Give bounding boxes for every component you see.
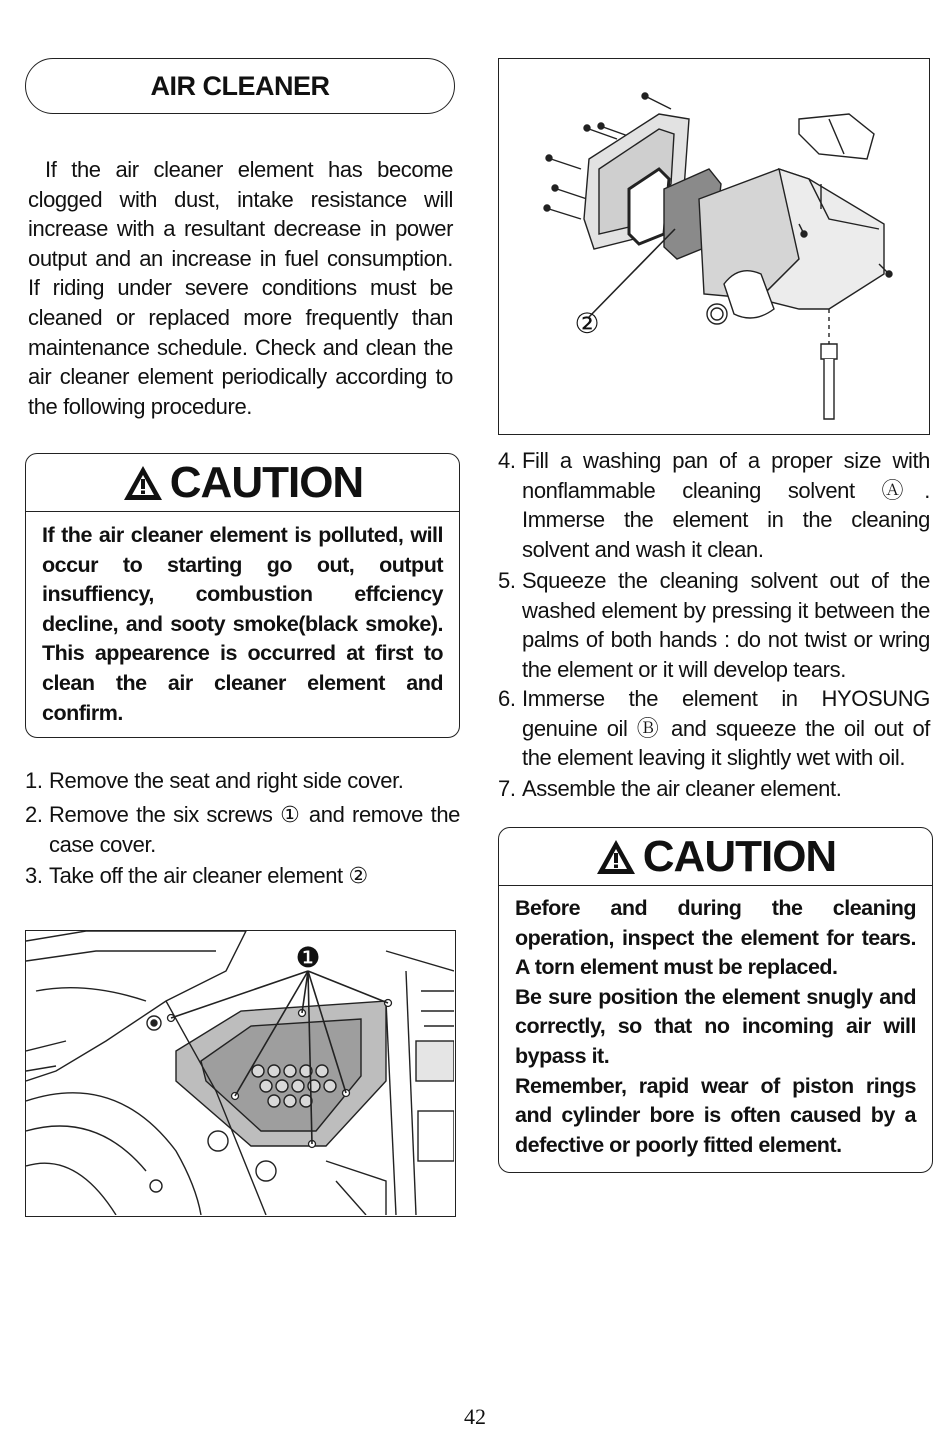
step-5	[498, 566, 930, 684]
step-number: 1.	[25, 768, 43, 793]
section-title: AIR CLEANER	[25, 58, 455, 114]
caution-header-1	[26, 454, 459, 512]
caution-text-2	[499, 886, 932, 1160]
step-number: 2.	[25, 802, 43, 827]
motorcycle-side-figure	[25, 930, 456, 1217]
step-number: 5.	[498, 568, 516, 593]
step-2	[25, 800, 460, 859]
step-text: Take off the air cleaner element ②	[49, 863, 368, 888]
step-text: Remove the seat and right side cover.	[49, 768, 404, 793]
caution-paragraph: Be sure position the element snugly and correctly, so that no incoming air will bypass it.	[515, 984, 916, 1068]
step-number: 6.	[498, 686, 516, 711]
figure-callout-2: ②	[574, 307, 600, 340]
step-text: Remove the six screws ① and remove the case cover.	[49, 802, 460, 857]
step-3	[25, 861, 460, 891]
caution-box-1	[25, 453, 460, 738]
air-cleaner-exploded-illustration	[499, 59, 928, 433]
step-number: 4.	[498, 448, 516, 473]
warning-triangle-icon	[595, 838, 637, 876]
step-number: 7.	[498, 776, 516, 801]
figure-callout-1: ❶	[295, 941, 321, 974]
step-number: 3.	[25, 863, 43, 888]
caution-paragraph: Remember, rapid wear of piston rings and cylinder bore is often caused by a defective or poorly fitted element.	[515, 1073, 916, 1157]
step-4	[498, 446, 930, 564]
page-number: 42	[464, 1404, 486, 1429]
caution-paragraph: Before and during the cleaning operation, inspect the element for tears. A torn element must be replaced.	[515, 896, 916, 980]
air-cleaner-exploded-figure	[498, 58, 930, 435]
caution-text-1: If the air cleaner element is polluted, will occur to starting go out, output insuffiency, combustion effciency decline, and sooty smoke(black smoke). This appearence is occurred at first to clean the air cleaner element and confirm.	[42, 523, 443, 725]
step-text: Assemble the air cleaner element.	[522, 776, 842, 801]
caution-header-2	[499, 828, 932, 886]
intro-text: If the air cleaner element has become clogged with dust, intake resistance will increase with a resultant decrease in power output and an increase in fuel consumption. If riding under severe conditions must be cleaned or replaced more frequently than maintenance schedule. Check and clean the air cleaner element periodically according to the following procedure.	[28, 157, 453, 419]
motorcycle-illustration	[26, 931, 454, 1215]
step-1	[25, 766, 460, 796]
step-text: Immerse the element in HYOSUNG genuine oil Ⓑ and squeeze the oil out of the element leaving it slightly wet with oil.	[522, 686, 930, 771]
caution-label-2: CAUTION	[642, 831, 837, 881]
step-7	[498, 774, 930, 804]
step-text: Squeeze the cleaning solvent out of the washed element by pressing it between the palms of both hands : do not twist or wring the element or it will develop tears.	[522, 568, 930, 682]
warning-triangle-icon	[122, 464, 164, 502]
step-6	[498, 684, 930, 773]
caution-box-2	[498, 827, 933, 1173]
caution-label-1: CAUTION	[169, 457, 364, 507]
step-text: Fill a washing pan of a proper size with nonflammable cleaning solvent Ⓐ. Immerse the element in the cleaning solvent and wash it clean.	[522, 448, 930, 562]
intro-paragraph	[28, 155, 453, 421]
